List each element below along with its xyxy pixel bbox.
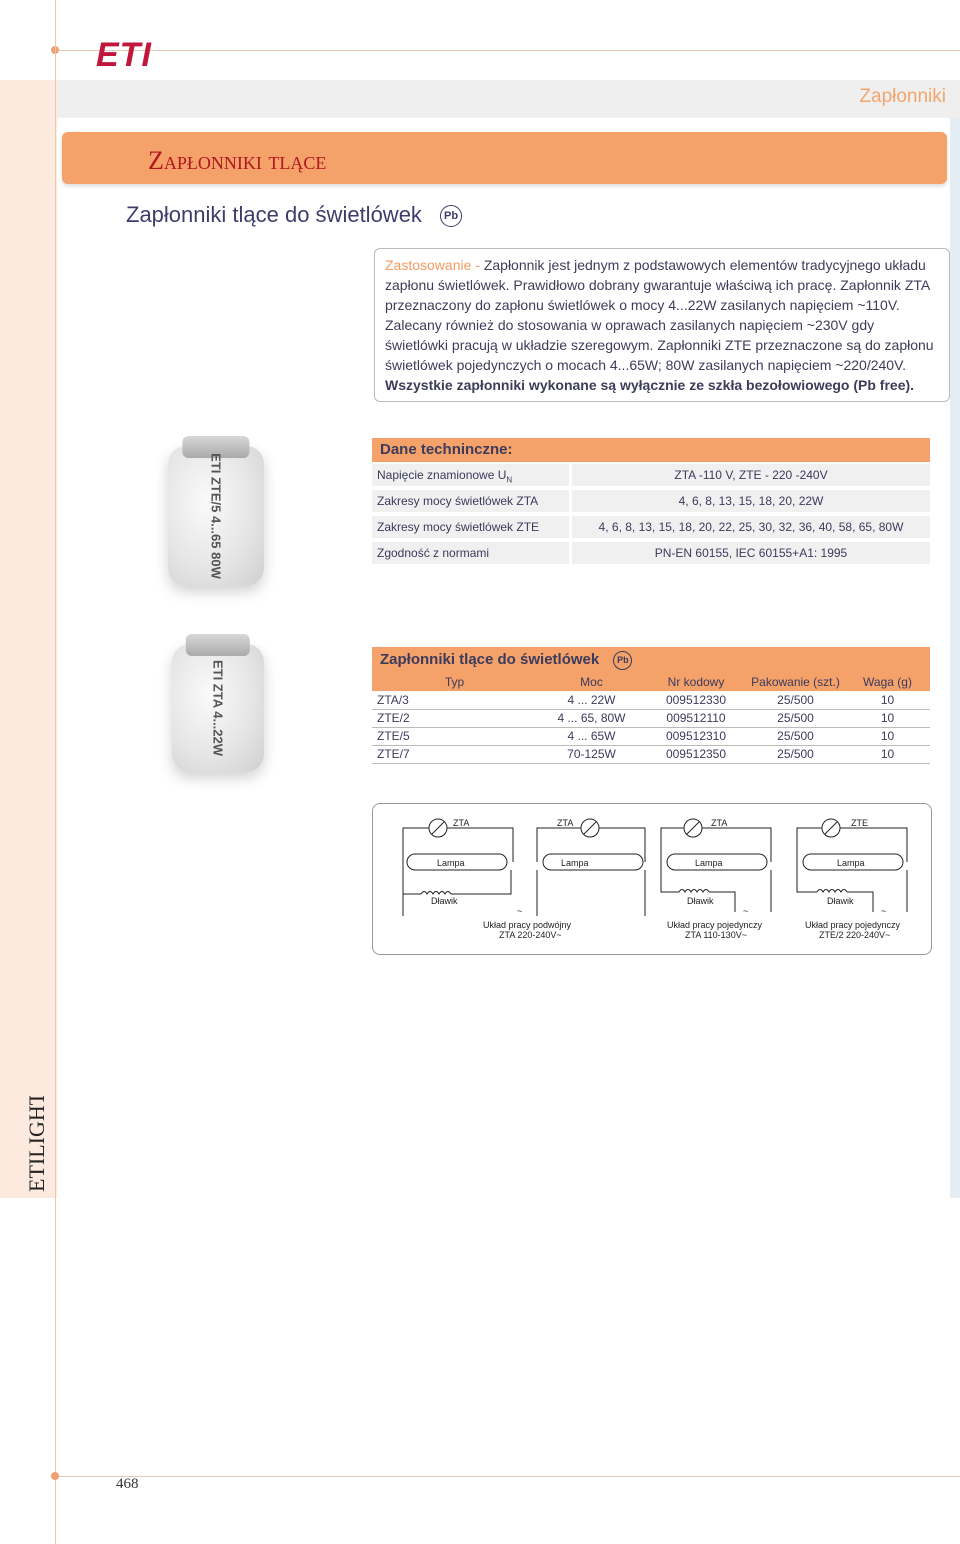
starter-photo-zte <box>168 446 264 586</box>
tech-row-value: PN-EN 60155, IEC 60155+A1: 1995 <box>572 542 930 564</box>
choke-label: Dławik <box>827 896 854 906</box>
lamp-label: Lampa <box>437 858 465 868</box>
description-bold: Wszystkie zapłonniki wykonane są wyłącznie ze szkła bezołowiowego (Pb free). <box>385 377 915 393</box>
lamp-label: Lampa <box>561 858 589 868</box>
table-row: ZTE/5 4 ... 65W 009512310 25/500 10 <box>372 727 930 746</box>
tech-row-value: 4, 6, 8, 13, 15, 18, 20, 22, 25, 30, 32, 36, 40, 58, 65, 80W <box>572 516 930 538</box>
wiring-diagram-panel <box>372 803 932 955</box>
col-kod: Nr kodowy <box>667 675 725 689</box>
subtitle-text: Zapłonniki tlące do świetlówek <box>126 202 422 227</box>
diagram-caption: ZTA 110-130V~ <box>685 930 747 940</box>
diagram-caption: ZTA 220-240V~ <box>499 930 562 940</box>
starter-label: ZTA <box>711 818 728 828</box>
starter-photo-label: ETI ZTE/5 4...65 80W <box>208 453 224 579</box>
diagram-caption: Układ pracy pojedynczy <box>667 920 763 930</box>
left-rule <box>55 0 56 1544</box>
col-waga: Waga (g) <box>863 675 912 689</box>
col-pakowanie: Pakowanie (szt.) <box>751 675 840 689</box>
eti-logo: ETI <box>96 36 152 74</box>
bottom-rule <box>57 1476 960 1477</box>
page-number: 468 <box>116 1476 139 1492</box>
section-tag: Zapłonniki <box>859 86 946 107</box>
tech-row-value: ZTA -110 V, ZTE - 220 -240V <box>572 464 930 486</box>
description-text: Zapłonnik jest jednym z podstawowych elementów tradycyjnego układu zapłonu świetlówek. Prawidłowo dobrany gwarantuje właściwą ich pracę. Zapłonnik ZTA przeznaczony do zapłonu świetlówek o mocy 4...22W zasilanych napięciem ~110V. Zalecany również do stosowania w oprawach zasilanych napięciem ~230V gdy świetlówki pracują w układzie szeregowym. Zapłonniki ZTE przeznaczone są do zapłonu świetlówek pojedynczych o mocach 4...65W; 80W zasilanych napięciem ~220/240V. <box>385 257 934 373</box>
header-band <box>57 80 960 118</box>
product-table-header <box>372 673 930 691</box>
tech-table-title: Dane techninczne: <box>372 438 930 462</box>
table-row: ZTE/7 70-125W 009512350 25/500 10 <box>372 745 930 764</box>
tech-row-label: Zgodność z normami <box>372 542 569 564</box>
pb-free-icon: Pb <box>440 205 462 227</box>
diagram-caption: Układ pracy pojedynczy <box>805 920 901 930</box>
section-title: Zapłonniki tlące <box>148 146 327 175</box>
tech-row-label: Napięcie znamionowe $U_N$ <box>372 464 569 486</box>
tech-row-value: 4, 6, 8, 13, 15, 18, 20, 22W <box>572 490 930 512</box>
col-typ: Typ <box>444 675 465 689</box>
diagram-caption: Układ pracy podwójny <box>483 920 572 930</box>
diagram-caption: ZTE/2 220-240V~ <box>819 930 891 940</box>
tech-row <box>372 464 930 488</box>
pb-free-icon: Pb <box>613 651 632 670</box>
tech-row <box>372 490 930 514</box>
col-moc: Moc <box>540 673 643 691</box>
tech-row <box>372 516 930 540</box>
tech-row-label: Zakresy mocy świetlówek ZTA <box>372 490 569 512</box>
choke-label: Dławik <box>431 896 458 906</box>
starter-label: ZTA <box>557 818 574 828</box>
starter-cap <box>186 634 250 656</box>
wiring-diagram <box>373 804 931 954</box>
page-subtitle <box>126 202 462 228</box>
description-box <box>374 248 950 402</box>
description-label: Zastosowanie - <box>385 257 480 273</box>
choke-label: Dławik <box>687 896 714 906</box>
side-label <box>6 1096 50 1196</box>
supply-symbol: ~ <box>517 906 523 916</box>
supply-symbol: ~ <box>881 906 887 916</box>
lamp-label: Lampa <box>695 858 723 868</box>
product-table-title <box>372 647 930 673</box>
lamp-label: Lampa <box>837 858 865 868</box>
supply-symbol: ~ <box>743 906 749 916</box>
tech-row <box>372 542 930 566</box>
side-label-text: ETILIGHT <box>24 1096 49 1192</box>
table-row: ZTE/2 4 ... 65, 80W 009512110 25/500 10 <box>372 709 930 728</box>
top-rule <box>57 50 960 51</box>
table-row: ZTA/3 4 ... 22W 009512330 25/500 10 <box>372 691 930 710</box>
bottom-rule-dot <box>51 1472 59 1480</box>
starter-photo-zta <box>172 644 264 772</box>
starter-photo-label: ETI ZTA 4...22W <box>210 659 226 757</box>
product-table-title-text: Zapłonniki tlące do świetlówek <box>380 651 600 668</box>
starter-label: ZTE <box>851 818 868 828</box>
tech-row-label: Zakresy mocy świetlówek ZTE <box>372 516 569 538</box>
tech-table <box>372 464 930 564</box>
starter-label: ZTA <box>453 818 470 828</box>
left-color-strip <box>0 80 57 1198</box>
